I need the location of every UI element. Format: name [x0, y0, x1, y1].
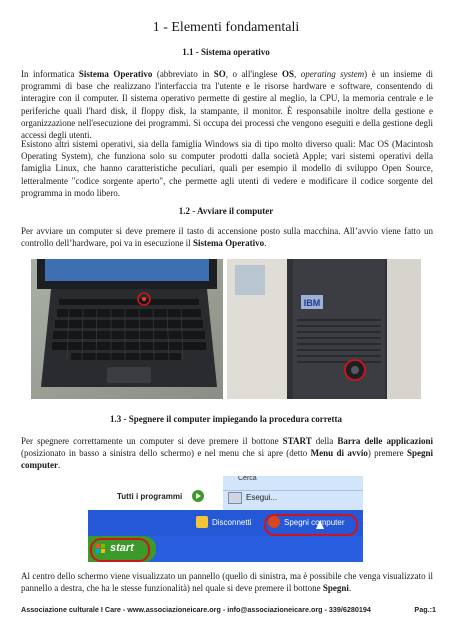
footer-text: Associazione culturale I Care - www.associazioneicare.org - info@associazioneicare.org - 339/6280194: [21, 605, 371, 614]
paragraph-avviare: Per avviare un computer si deve premere il tasto di accensione posto sulla macchina. All’avvio viene fatto un controllo dell’hardware, poi va in esecuzione il Sistema Operativo.: [21, 226, 433, 249]
page-title: 1 - Elementi fondamentali: [152, 20, 300, 35]
power-icon: [268, 516, 280, 528]
tower-photo: [227, 259, 421, 399]
page-footer: [21, 605, 436, 614]
paragraph-sistema-operativo: In informatica Sistema Operativo (abbreviato in SO, o all'inglese OS, operating system) è un insieme di programmi di base che realizzano l'interfaccia tra l'utente e le risorse hardware e software, consentendo di interagire con il computer. Il sistema operativo permette di gestire al meglio, la CPU, la memoria centrale e le periferiche quali l'hard disk, il floppy disk, la stampante, il monitor. È responsabile inoltre della gestione e organizzazione nell'esecuzione dei programmi. Si occupa dei processi che vengono eseguiti e della gestione degli accessi degli utenti.: [21, 69, 433, 141]
section-heading-avviare: 1.2 - Avviare il computer: [178, 206, 274, 216]
logoff-button[interactable]: Disconnetti: [212, 518, 252, 527]
paragraph-spegnere: Per spegnere correttamente un computer si deve premere il bottone START della Barra delle applicazioni (posizionato in basso a sinistra dello schermo) e nel menu che si apre (detto Menu di avvio) premere Spegni computer.: [21, 436, 434, 471]
section-heading-sistema-operativo: 1.1 - Sistema operativo: [182, 47, 270, 57]
paragraph-altri-sistemi: Esistono altri sistemi operativi, sia della famiglia Windows sia di tipo molto diverso quali: Mac OS (Macintosh Operating System), che funziona solo su computer prodotti dalla società Apple; vari sistemi operativi della famiglia Linux, che hanno caratteristiche peculiari, quali per esempio il modello di sviluppo Open Source, letteralmente "codice sorgente aperto", che permette agli utenti di vedere e modificare il codice sorgente del programma in modo libero.: [21, 139, 433, 198]
section-heading-spegnere: 1.3 - Spegnere il computer impiegando la procedura corretta: [109, 414, 343, 424]
tower-brand-logo: IBM: [303, 298, 321, 308]
run-icon: [228, 492, 242, 504]
paragraph-pannello: Al centro dello schermo viene visualizzato un pannello (quello di sinistra, ma è possibile che venga visualizzato il pannello a destra, che ha le stesse funzionalità) nel quale si deve premere il bottone Spegni.: [21, 571, 433, 594]
key-icon: [196, 516, 208, 528]
start-highlight: [90, 538, 150, 562]
start-label: start: [110, 542, 134, 554]
laptop-photo: [31, 259, 223, 399]
arrow-right-icon: [192, 490, 204, 502]
all-programs-item[interactable]: Tutti i programmi: [117, 492, 183, 501]
mouse-cursor-icon: [316, 520, 324, 529]
start-menu-screenshot: [88, 476, 363, 562]
corner-label: Cerca: [238, 476, 257, 482]
run-item[interactable]: Esegui...: [246, 493, 278, 502]
page-number: Pag.:1: [414, 605, 436, 614]
shutdown-button[interactable]: Spegni computer: [284, 518, 345, 527]
